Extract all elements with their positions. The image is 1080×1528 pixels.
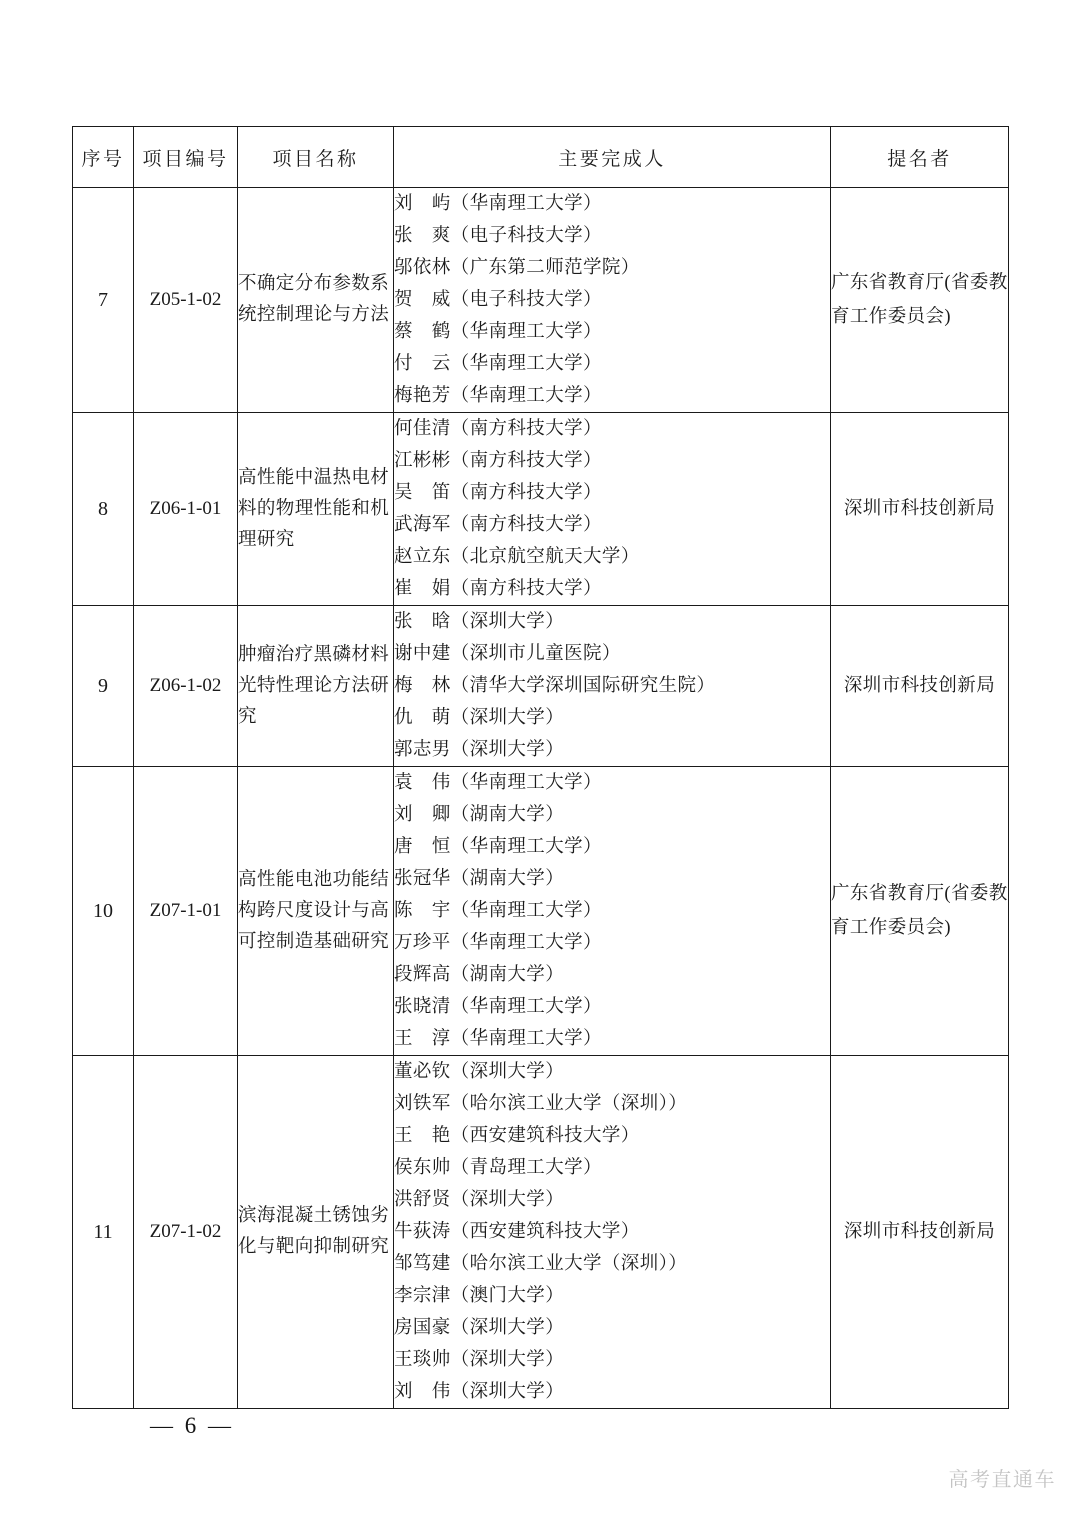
award-projects-table [72, 126, 1009, 1409]
contributor-line: 王琰帅（深圳大学） [394, 1350, 565, 1370]
cell-project-code: Z06-1-02 [134, 606, 238, 767]
table-body [73, 188, 1009, 1409]
contributor-line: 赵立东（北京航空航天大学） [394, 547, 640, 567]
cell-sequence: 11 [73, 1056, 134, 1409]
contributor-line: 刘 伟（深圳大学） [394, 1382, 565, 1402]
cell-project-code: Z05-1-02 [134, 188, 238, 413]
cell-main-contributors [394, 188, 831, 413]
cell-sequence: 7 [73, 188, 134, 413]
cell-nominator: 广东省教育厅(省委教育工作委员会) [831, 188, 1009, 413]
contributor-line: 侯东帅（青岛理工大学） [394, 1158, 602, 1178]
cell-project-code: Z07-1-01 [134, 767, 238, 1056]
contributor-line: 王 艳（西安建筑科技大学） [394, 1126, 640, 1146]
table-row [73, 1056, 1009, 1409]
cell-nominator: 深圳市科技创新局 [831, 413, 1009, 606]
contributor-line: 张 晗（深圳大学） [394, 612, 565, 632]
table-row [73, 767, 1009, 1056]
contributor-line: 洪舒贤（深圳大学） [394, 1190, 565, 1210]
contributor-line: 江彬彬（南方科技大学） [394, 451, 602, 471]
cell-main-contributors [394, 413, 831, 606]
contributor-line: 刘 卿（湖南大学） [394, 805, 565, 825]
contributor-line: 邹笃建（哈尔滨工业大学（深圳）） [394, 1254, 688, 1274]
table-row [73, 188, 1009, 413]
cell-main-contributors [394, 606, 831, 767]
contributor-line: 梅艳芳（华南理工大学） [394, 386, 602, 406]
contributor-line: 蔡 鹤（华南理工大学） [394, 322, 602, 342]
contributor-line: 袁 伟（华南理工大学） [394, 773, 602, 793]
table-row [73, 413, 1009, 606]
cell-main-contributors [394, 767, 831, 1056]
contributor-line: 董必钦（深圳大学） [394, 1062, 565, 1082]
cell-sequence: 8 [73, 413, 134, 606]
contributor-line: 谢中建（深圳市儿童医院） [394, 644, 621, 664]
contributor-line: 武海军（南方科技大学） [394, 515, 602, 535]
contributor-line: 段辉高（湖南大学） [394, 965, 565, 985]
cell-project-title: 不确定分布参数系统控制理论与方法 [238, 188, 394, 413]
contributor-line: 张晓清（华南理工大学） [394, 997, 602, 1017]
contributor-line: 仇 萌（深圳大学） [394, 708, 565, 728]
contributor-line: 刘铁军（哈尔滨工业大学（深圳）） [394, 1094, 688, 1114]
cell-sequence: 9 [73, 606, 134, 767]
contributor-line: 李宗津（澳门大学） [394, 1286, 565, 1306]
table-header-row [73, 127, 1009, 188]
contributor-line: 贺 威（电子科技大学） [394, 290, 602, 310]
contributor-line: 崔 娟（南方科技大学） [394, 579, 602, 599]
contributor-line: 邬依林（广东第二师范学院） [394, 258, 640, 278]
cell-project-title: 高性能电池功能结构跨尺度设计与高可控制造基础研究 [238, 767, 394, 1056]
contributor-line: 吴 笛（南方科技大学） [394, 483, 602, 503]
cell-sequence: 10 [73, 767, 134, 1056]
contributor-line: 唐 恒（华南理工大学） [394, 837, 602, 857]
contributor-line: 张 爽（电子科技大学） [394, 226, 602, 246]
contributor-line: 万珍平（华南理工大学） [394, 933, 602, 953]
column-header-nominator: 提名者 [831, 127, 1009, 188]
cell-project-title: 滨海混凝土锈蚀劣化与靶向抑制研究 [238, 1056, 394, 1409]
cell-nominator: 深圳市科技创新局 [831, 1056, 1009, 1409]
cell-project-title: 高性能中温热电材料的物理性能和机理研究 [238, 413, 394, 606]
cell-nominator: 广东省教育厅(省委教育工作委员会) [831, 767, 1009, 1056]
cell-main-contributors [394, 1056, 831, 1409]
cell-project-code: Z06-1-01 [134, 413, 238, 606]
cell-project-title: 肿瘤治疗黑磷材料光特性理论方法研究 [238, 606, 394, 767]
table-row [73, 606, 1009, 767]
contributor-line: 王 淳（华南理工大学） [394, 1029, 602, 1049]
page-number: — 6 — [150, 1413, 234, 1438]
contributor-line: 刘 屿（华南理工大学） [394, 194, 602, 214]
contributor-line: 梅 林（清华大学深圳国际研究生院） [394, 676, 716, 696]
column-header-project-code: 项目编号 [134, 127, 238, 188]
contributor-line: 张冠华（湖南大学） [394, 869, 565, 889]
contributor-line: 郭志男（深圳大学） [394, 740, 565, 760]
contributor-line: 付 云（华南理工大学） [394, 354, 602, 374]
column-header-project-title: 项目名称 [238, 127, 394, 188]
contributor-line: 陈 宇（华南理工大学） [394, 901, 602, 921]
cell-nominator: 深圳市科技创新局 [831, 606, 1009, 767]
table-header [73, 127, 1009, 188]
column-header-sequence: 序号 [73, 127, 134, 188]
watermark: 高考直通车 [948, 1469, 1056, 1491]
contributor-line: 牛荻涛（西安建筑科技大学） [394, 1222, 640, 1242]
contributor-line: 房国豪（深圳大学） [394, 1318, 565, 1338]
contributor-line: 何佳清（南方科技大学） [394, 419, 602, 439]
cell-project-code: Z07-1-02 [134, 1056, 238, 1409]
column-header-main-contributors: 主要完成人 [394, 127, 831, 188]
